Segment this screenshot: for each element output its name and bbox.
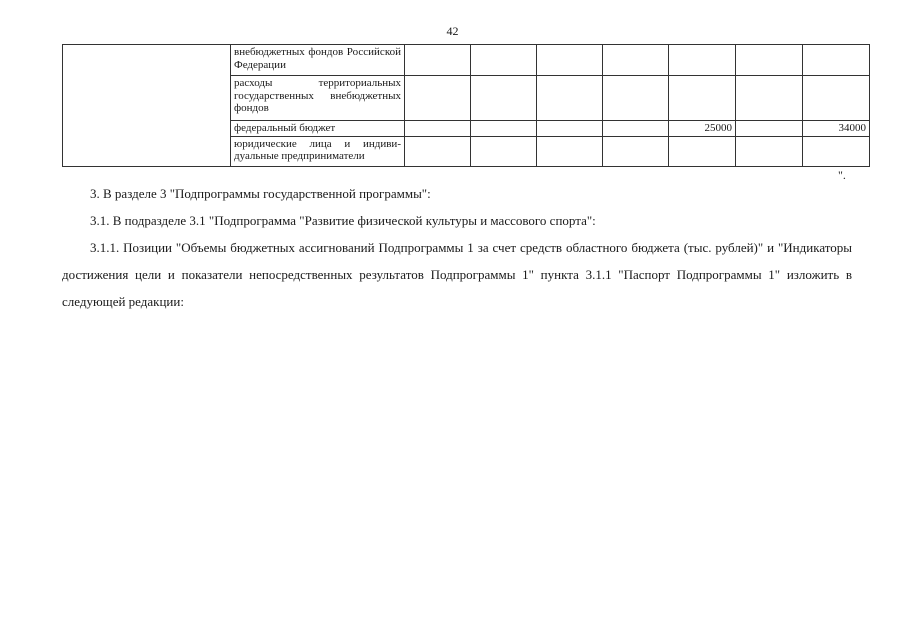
table-cell: [669, 136, 736, 166]
table-cell: [736, 136, 803, 166]
table-cell: [537, 136, 603, 166]
table-cell: [603, 136, 669, 166]
table-cell: 34000: [803, 121, 870, 137]
table-cell: [736, 121, 803, 137]
table-cell: [471, 45, 537, 76]
paragraph-section-3: 3. В разделе 3 "Подпрограммы государственной программы":: [90, 186, 431, 201]
table-cell: [471, 121, 537, 137]
table-cell: [603, 45, 669, 76]
table-cell: [803, 76, 870, 121]
paragraph-item-3-1-1: 3.1.1. Позиции "Объемы бюджетных ассигнований Подпрограммы 1 за счет средств областного бюджета (тыс. рублей)" и "Индикаторы достижения цели и показатели непосредственных результатов Подпрограммы 1" пункта 3.1.1 "Паспорт Подпрограммы 1" изложить в следующей редакции:: [62, 240, 852, 309]
budget-table: [62, 44, 870, 167]
table-cell: [736, 76, 803, 121]
table-cell: [471, 76, 537, 121]
paragraph-subsection-3-1: 3.1. В подразделе 3.1 "Подпрограмма "Развитие физической культуры и массового спорта":: [90, 213, 596, 228]
table-cell: [405, 136, 471, 166]
closing-quote: ".: [838, 168, 846, 182]
page-number: 42: [446, 24, 459, 38]
table-cell: [405, 121, 471, 137]
row-label: расходы территориальных государственных внебюджетных фондов: [231, 76, 405, 121]
table-cell: [736, 45, 803, 76]
row-label: федеральный бюджет: [231, 121, 405, 137]
row-label: внебюджетных фондов Российской Федерации: [231, 45, 405, 76]
table-cell: 25000: [669, 121, 736, 137]
table-cell: [537, 121, 603, 137]
table-cell: [405, 45, 471, 76]
table-cell: [803, 45, 870, 76]
table-cell: [669, 45, 736, 76]
table-cell: [405, 76, 471, 121]
table-cell: [537, 76, 603, 121]
table-cell: [603, 76, 669, 121]
table-cell: [803, 136, 870, 166]
table-cell: [471, 136, 537, 166]
empty-first-column-cell: [63, 45, 231, 167]
row-label: юридические лица и индивидуальные предприниматели: [231, 136, 405, 166]
table-cell: [669, 76, 736, 121]
table-cell: [603, 121, 669, 137]
table-row: [63, 45, 870, 76]
table-cell: [537, 45, 603, 76]
